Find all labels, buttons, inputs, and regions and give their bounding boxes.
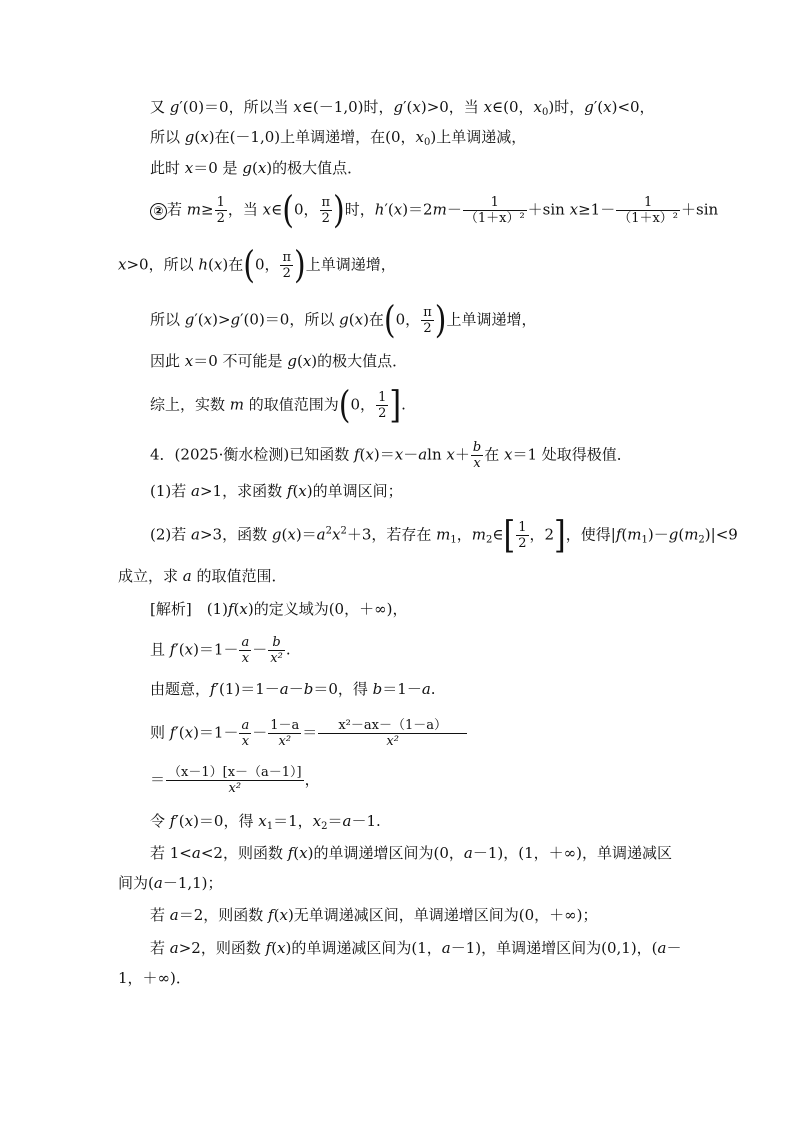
solution-line-8: 间为(a－1,1)； <box>118 874 223 892</box>
fraction-half-3: $\frac{1}{2}$ <box>518 520 527 551</box>
fraction-a-over-x: $\frac{a}{x}$ <box>241 635 250 666</box>
text-line-7: 因此 x＝0 不可能是 g(x)的极大值点． <box>150 352 408 370</box>
fraction-pi-half: $\frac{\pi}{2}$ <box>321 195 331 226</box>
text-line-3: 此时 x＝0 是 g(x)的极大值点． <box>150 159 363 177</box>
solution-line-1: [解析] (1)f(x)的定义域为(0，＋∞)， <box>150 600 408 618</box>
fraction-one-over-sq-2: $\frac{1}{\text{（1＋x）²}}$ <box>618 195 679 226</box>
fraction-pi-half-2: $\frac{\pi}{2}$ <box>282 250 292 281</box>
fraction-factored: $\frac{(x-1)[x-(a-1)]}{\text{x²}}$ <box>168 765 302 796</box>
question-4-part-2: (2)若 a>3，函数 $g(x)=a^2x^2+3$，若存在 $m_1$，$m_2\in$[ $\frac{1}{2}$ ，2]，使得$|f(m_1)-g(m_2)|<9$ <box>150 513 738 557</box>
question-4-part-1: (1)若 a>1，求函数 f(x)的单调区间； <box>150 482 403 500</box>
text-line-2: 所以 g(x)在(－1,0)上单调递增，在(0，$x_0$)上单调递减， <box>150 128 527 148</box>
circled-number: ② <box>150 203 167 220</box>
solution-line-6: 令 f′(x)＝0，得 $x_1=1$，$x_2=a-1$. <box>150 812 381 832</box>
text-line-6: 所以 g′(x)>g′(0)＝0，所以 g(x)在(0， $\frac{\pi}{2}$ )上单调递增， <box>150 298 537 342</box>
fraction-half-2: $\frac{1}{2}$ <box>378 390 387 421</box>
fraction-half: $\frac{1}{2}$ <box>216 195 225 226</box>
solution-line-7: 若 1<a<2，则函数 f(x)的单调递增区间为(0，a－1)，(1，＋∞)，单调递减区 <box>150 844 672 862</box>
text-line-4: ② 若 m≥ $\frac{1}{2}$ ，当 x∈(0， $\frac{\pi}{2}$ )时，h′(x)＝2m－ $\frac{1}{\text{（1＋x）²}}$ ＋sin x≥1－ $\frac{1}{\text{（1＋x）²}}$ ＋sin <box>150 195 718 226</box>
solution-line-2: 且 f′(x)＝1－ $\frac{a}{x}$ － $\frac{b}{\text{x²}}$ . <box>150 635 291 666</box>
solution-line-11: 1，＋∞)． <box>118 969 191 987</box>
text-line-1: 又 g′(0)＝0，所以当 x∈(－1,0)时，g′(x)>0，当 x∈(0，$x_0$)时，g′(x)<0， <box>150 98 655 118</box>
solution-line-10: 若 a>2，则函数 f(x)的单调递减区间为(1，a－1)，单调递增区间为(0,1)，(a－ <box>150 939 682 957</box>
fraction-a-over-x-2: $\frac{a}{x}$ <box>241 718 250 749</box>
question-4-part-2-cont: 成立，求 a 的取值范围． <box>118 567 287 585</box>
fraction-one-minus-a: $\frac{1-a}{\text{x²}}$ <box>270 718 300 749</box>
question-4: 4．(2025·衡水检测)已知函数 f(x)＝x－aln x＋ $\frac{b}{x}$ 在 x＝1 处取得极值． <box>150 440 632 471</box>
fraction-big-numerator: $\frac{\text{x²－ax－（1－a）}}{\text{x²}}$ <box>318 718 467 749</box>
solution-line-4: 则 f′(x)＝1－ $\frac{a}{x}$ － $\frac{1-a}{\text{x²}}$ ＝ $\frac{\text{x²－ax－（1－a）}}{\text{x²}}$ <box>150 718 468 749</box>
fraction-pi-half-3: $\frac{\pi}{2}$ <box>423 305 432 336</box>
solution-line-5: ＝ $\frac{(x-1)[x-(a-1)]}{\text{x²}}$ ， <box>150 765 320 796</box>
fraction-b-over-x: $\frac{b}{x}$ <box>472 440 482 471</box>
fraction-b-over-x2: $\frac{b}{\text{x²}}$ <box>270 635 283 666</box>
text-line-8: 综上，实数 m 的取值范围为(0， $\frac{1}{2}$ ]. <box>150 383 406 427</box>
solution-line-9: 若 a＝2，则函数 f(x)无单调递减区间，单调递增区间为(0，＋∞)； <box>150 906 598 924</box>
fraction-one-over-sq: $\frac{1}{\text{（1＋x）²}}$ <box>464 195 525 226</box>
solution-line-3: 由题意，f′(1)＝1－a－b＝0，得 b＝1－a. <box>150 680 436 698</box>
text-line-5: x>0，所以 h(x)在(0， $\frac{\pi}{2}$ )上单调递增， <box>118 243 396 287</box>
